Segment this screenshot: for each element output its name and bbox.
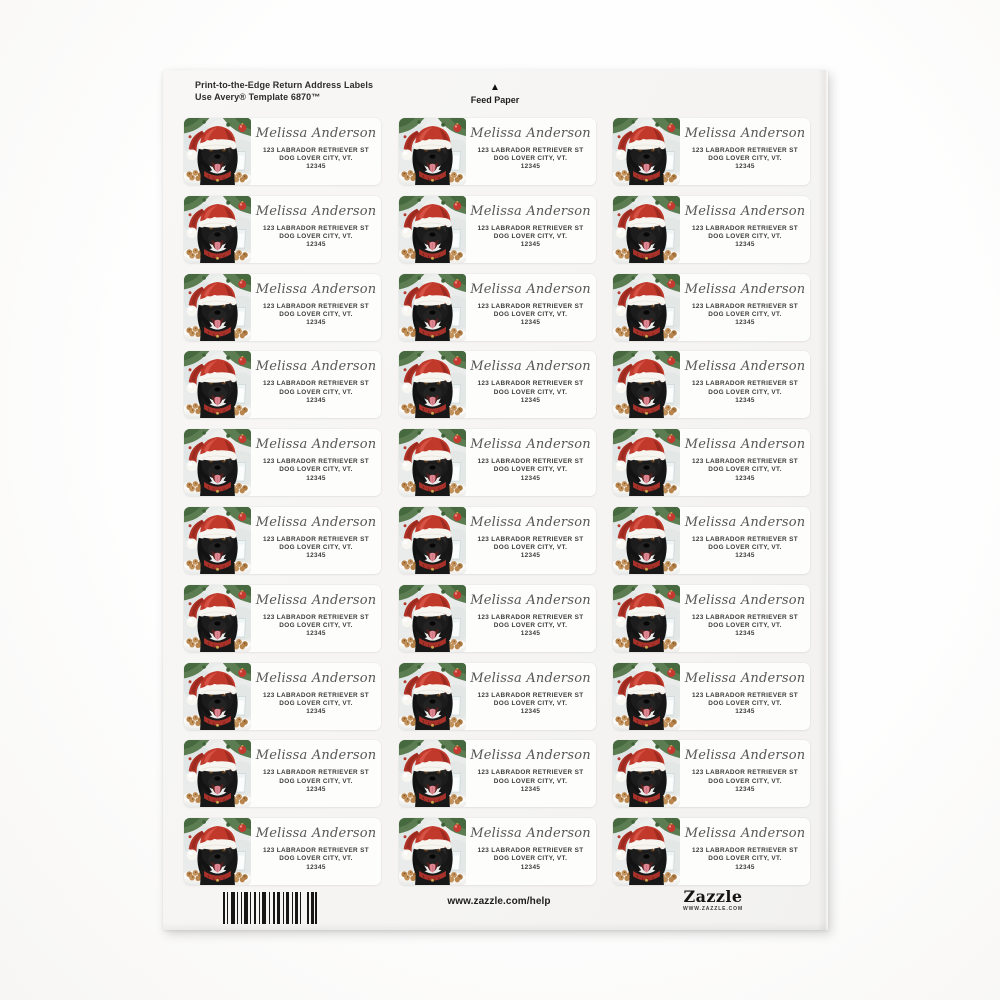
dog-santa-christmas-image	[184, 663, 251, 730]
address-label	[399, 351, 596, 418]
dog-santa-christmas-image	[613, 429, 680, 496]
recipient-name: Melissa Anderson	[684, 592, 806, 608]
label-sheet	[163, 70, 828, 930]
address-line-2: DOG LOVER CITY, VT.	[279, 544, 353, 552]
recipient-name: Melissa Anderson	[684, 826, 806, 842]
address-line-3: 12345	[306, 552, 326, 560]
feed-paper-arrow-icon: ▲	[490, 82, 500, 93]
recipient-name: Melissa Anderson	[684, 437, 806, 453]
address-line-1: 123 LABRADOR RETRIEVER ST	[691, 147, 799, 154]
sheet-header	[195, 79, 373, 103]
address-label-text	[466, 118, 596, 185]
address-label-text	[251, 196, 381, 263]
address-label-text	[466, 429, 596, 496]
address-line-1: 123 LABRADOR RETRIEVER ST	[262, 380, 370, 388]
address-line-2: DOG LOVER CITY, VT.	[279, 232, 353, 240]
dog-santa-christmas-image	[399, 663, 466, 730]
address-line-2: DOG LOVER CITY, VT.	[279, 155, 353, 163]
dog-santa-christmas-image	[613, 351, 680, 418]
address-line-1: 123 LABRADOR RETRIEVER ST	[477, 224, 584, 232]
recipient-name: Melissa Anderson	[470, 203, 591, 219]
address-line-3: 12345	[520, 318, 541, 326]
address-label-text	[680, 818, 810, 885]
address-line-2: DOG LOVER CITY, VT.	[279, 466, 353, 474]
dog-santa-christmas-image	[613, 507, 680, 574]
dog-santa-christmas-image	[184, 740, 251, 807]
zazzle-logo-url: WWW.ZAZZLE.COM	[682, 906, 744, 912]
address-line-3: 12345	[520, 396, 541, 404]
dog-santa-christmas-image	[184, 507, 251, 574]
address-line-1: 123 LABRADOR RETRIEVER ST	[477, 147, 584, 154]
recipient-name: Melissa Anderson	[684, 748, 806, 764]
address-label-text	[680, 351, 810, 418]
dog-santa-christmas-image	[613, 118, 680, 185]
recipient-name: Melissa Anderson	[255, 437, 377, 453]
dog-santa-christmas-image	[613, 818, 680, 885]
address-label-text	[680, 663, 810, 730]
dog-santa-christmas-image	[399, 274, 466, 341]
address-line-1: 123 LABRADOR RETRIEVER ST	[477, 535, 584, 543]
feed-paper-marker	[463, 83, 527, 105]
dog-santa-christmas-image	[184, 274, 251, 341]
address-line-1: 123 LABRADOR RETRIEVER ST	[477, 691, 584, 699]
address-line-2: DOG LOVER CITY, VT.	[493, 155, 568, 163]
recipient-name: Melissa Anderson	[470, 437, 591, 453]
address-line-3: 12345	[306, 163, 326, 171]
address-label-text	[466, 663, 596, 730]
dog-santa-christmas-image	[184, 351, 251, 418]
recipient-name: Melissa Anderson	[255, 126, 377, 141]
address-line-2: DOG LOVER CITY, VT.	[279, 855, 353, 863]
recipient-name: Melissa Anderson	[255, 592, 377, 608]
address-label	[399, 663, 596, 730]
address-line-2: DOG LOVER CITY, VT.	[279, 777, 353, 785]
address-line-1: 123 LABRADOR RETRIEVER ST	[691, 847, 799, 855]
address-line-3: 12345	[306, 318, 326, 326]
address-label	[399, 274, 596, 341]
address-label-text	[251, 274, 381, 341]
address-line-2: DOG LOVER CITY, VT.	[708, 855, 782, 863]
address-line-2: DOG LOVER CITY, VT.	[493, 544, 568, 552]
address-label	[184, 507, 381, 574]
recipient-name: Melissa Anderson	[684, 203, 806, 219]
header-title: Print-to-the-Edge Return Address Labels	[195, 80, 374, 90]
address-label-text	[251, 663, 381, 730]
address-label	[184, 351, 381, 418]
address-line-1: 123 LABRADOR RETRIEVER ST	[477, 380, 584, 388]
address-label-text	[466, 818, 596, 885]
recipient-name: Melissa Anderson	[255, 826, 377, 842]
address-label	[399, 507, 596, 574]
address-line-3: 12345	[735, 318, 755, 326]
address-line-3: 12345	[306, 241, 326, 249]
address-label-text	[251, 507, 381, 574]
address-line-1: 123 LABRADOR RETRIEVER ST	[262, 302, 370, 310]
address-line-1: 123 LABRADOR RETRIEVER ST	[691, 691, 799, 699]
address-line-3: 12345	[306, 630, 326, 638]
dog-santa-christmas-image	[613, 196, 680, 263]
address-line-2: DOG LOVER CITY, VT.	[708, 232, 782, 240]
address-line-3: 12345	[735, 474, 755, 482]
address-label-text	[680, 274, 810, 341]
address-label-text	[680, 740, 810, 807]
dog-santa-christmas-image	[399, 351, 466, 418]
recipient-name: Melissa Anderson	[255, 748, 377, 764]
address-line-2: DOG LOVER CITY, VT.	[493, 466, 568, 474]
address-line-1: 123 LABRADOR RETRIEVER ST	[262, 147, 370, 154]
dog-santa-christmas-image	[613, 274, 680, 341]
dog-santa-christmas-image	[184, 196, 251, 263]
recipient-name: Melissa Anderson	[255, 514, 377, 530]
dog-santa-christmas-image	[399, 196, 466, 263]
address-line-3: 12345	[520, 785, 541, 793]
address-line-3: 12345	[735, 552, 755, 560]
address-label-text	[680, 196, 810, 263]
zazzle-logo: Zazzle	[683, 887, 743, 906]
address-line-2: DOG LOVER CITY, VT.	[708, 466, 782, 474]
address-label	[184, 118, 381, 185]
address-line-1: 123 LABRADOR RETRIEVER ST	[691, 458, 799, 466]
dog-santa-christmas-image	[613, 663, 680, 730]
address-line-1: 123 LABRADOR RETRIEVER ST	[477, 847, 584, 855]
address-label	[399, 196, 596, 263]
dog-santa-christmas-image	[399, 585, 466, 652]
address-label	[613, 663, 810, 730]
recipient-name: Melissa Anderson	[684, 281, 806, 297]
recipient-name: Melissa Anderson	[255, 359, 377, 375]
address-line-1: 123 LABRADOR RETRIEVER ST	[691, 302, 799, 310]
address-line-1: 123 LABRADOR RETRIEVER ST	[691, 613, 799, 621]
address-label	[613, 818, 810, 885]
address-line-3: 12345	[735, 241, 755, 249]
address-line-1: 123 LABRADOR RETRIEVER ST	[477, 769, 584, 777]
recipient-name: Melissa Anderson	[684, 359, 806, 375]
address-label	[184, 274, 381, 341]
dog-santa-christmas-image	[613, 585, 680, 652]
dog-santa-christmas-image	[399, 740, 466, 807]
recipient-name: Melissa Anderson	[470, 281, 591, 297]
address-label	[613, 196, 810, 263]
address-label	[399, 740, 596, 807]
address-line-3: 12345	[306, 863, 326, 871]
address-line-2: DOG LOVER CITY, VT.	[279, 699, 353, 707]
address-line-2: DOG LOVER CITY, VT.	[493, 388, 568, 396]
address-line-3: 12345	[520, 241, 541, 249]
address-label	[399, 818, 596, 885]
address-label-text	[466, 740, 596, 807]
address-label	[613, 118, 810, 185]
address-label	[399, 429, 596, 496]
address-label	[184, 663, 381, 730]
address-line-2: DOG LOVER CITY, VT.	[493, 855, 568, 863]
address-label	[613, 429, 810, 496]
address-line-2: DOG LOVER CITY, VT.	[708, 155, 782, 163]
address-line-2: DOG LOVER CITY, VT.	[708, 699, 782, 707]
address-line-3: 12345	[520, 707, 541, 715]
address-line-1: 123 LABRADOR RETRIEVER ST	[262, 224, 370, 232]
address-label-text	[251, 351, 381, 418]
address-line-3: 12345	[735, 785, 755, 793]
address-line-2: DOG LOVER CITY, VT.	[493, 232, 568, 240]
dog-santa-christmas-image	[399, 818, 466, 885]
address-label	[184, 585, 381, 652]
address-label-text	[466, 585, 596, 652]
address-line-3: 12345	[520, 863, 541, 871]
help-url: www.zazzle.com/help	[447, 896, 551, 907]
address-line-3: 12345	[735, 163, 755, 171]
address-label-text	[251, 818, 381, 885]
address-line-2: DOG LOVER CITY, VT.	[279, 388, 353, 396]
recipient-name: Melissa Anderson	[470, 126, 591, 141]
address-line-1: 123 LABRADOR RETRIEVER ST	[262, 847, 370, 855]
recipient-name: Melissa Anderson	[470, 670, 591, 686]
dog-santa-christmas-image	[184, 585, 251, 652]
address-line-2: DOG LOVER CITY, VT.	[708, 388, 782, 396]
address-label	[184, 818, 381, 885]
address-line-1: 123 LABRADOR RETRIEVER ST	[262, 458, 370, 466]
address-line-1: 123 LABRADOR RETRIEVER ST	[691, 535, 799, 543]
address-line-1: 123 LABRADOR RETRIEVER ST	[262, 613, 370, 621]
address-line-3: 12345	[520, 630, 541, 638]
address-label-text	[466, 274, 596, 341]
address-line-2: DOG LOVER CITY, VT.	[708, 777, 782, 785]
address-line-3: 12345	[735, 707, 755, 715]
address-label-text	[251, 118, 381, 185]
address-line-3: 12345	[735, 630, 755, 638]
address-label-text	[680, 585, 810, 652]
address-line-2: DOG LOVER CITY, VT.	[493, 777, 568, 785]
address-label-text	[680, 118, 810, 185]
address-line-1: 123 LABRADOR RETRIEVER ST	[477, 458, 584, 466]
recipient-name: Melissa Anderson	[255, 670, 377, 686]
address-line-3: 12345	[520, 163, 541, 171]
dog-santa-christmas-image	[184, 818, 251, 885]
address-label-text	[680, 507, 810, 574]
address-label-text	[251, 740, 381, 807]
address-label	[399, 585, 596, 652]
dog-santa-christmas-image	[399, 118, 466, 185]
address-label-text	[466, 196, 596, 263]
address-line-3: 12345	[306, 474, 326, 482]
address-line-2: DOG LOVER CITY, VT.	[708, 621, 782, 629]
address-line-2: DOG LOVER CITY, VT.	[493, 310, 568, 318]
header-template-note: Use Avery® Template 6870™	[195, 92, 321, 102]
recipient-name: Melissa Anderson	[470, 826, 591, 842]
address-line-2: DOG LOVER CITY, VT.	[279, 621, 353, 629]
address-label-text	[466, 351, 596, 418]
address-line-3: 12345	[735, 396, 755, 404]
zazzle-brand	[668, 888, 758, 912]
address-label	[184, 740, 381, 807]
address-label-text	[251, 585, 381, 652]
address-label	[613, 274, 810, 341]
address-line-2: DOG LOVER CITY, VT.	[708, 310, 782, 318]
address-line-2: DOG LOVER CITY, VT.	[493, 699, 568, 707]
address-label	[184, 429, 381, 496]
recipient-name: Melissa Anderson	[684, 514, 806, 530]
feed-paper-label: Feed Paper	[470, 95, 520, 105]
address-line-1: 123 LABRADOR RETRIEVER ST	[691, 224, 799, 232]
recipient-name: Melissa Anderson	[255, 281, 377, 297]
address-label	[399, 118, 596, 185]
address-label	[613, 740, 810, 807]
recipient-name: Melissa Anderson	[470, 514, 591, 530]
address-label-text	[466, 507, 596, 574]
address-label-text	[251, 429, 381, 496]
recipient-name: Melissa Anderson	[684, 126, 806, 141]
address-label	[613, 585, 810, 652]
recipient-name: Melissa Anderson	[684, 670, 806, 686]
address-line-1: 123 LABRADOR RETRIEVER ST	[262, 535, 370, 543]
address-line-3: 12345	[306, 707, 326, 715]
address-label-text	[680, 429, 810, 496]
labels-grid	[184, 118, 810, 885]
address-line-1: 123 LABRADOR RETRIEVER ST	[477, 613, 584, 621]
address-line-1: 123 LABRADOR RETRIEVER ST	[477, 302, 584, 310]
address-line-3: 12345	[306, 785, 326, 793]
recipient-name: Melissa Anderson	[255, 203, 377, 219]
address-line-1: 123 LABRADOR RETRIEVER ST	[262, 691, 370, 699]
address-label	[184, 196, 381, 263]
dog-santa-christmas-image	[184, 118, 251, 185]
dog-santa-christmas-image	[613, 740, 680, 807]
address-line-3: 12345	[520, 552, 541, 560]
address-line-2: DOG LOVER CITY, VT.	[279, 310, 353, 318]
address-label	[613, 351, 810, 418]
address-line-2: DOG LOVER CITY, VT.	[493, 621, 568, 629]
dog-santa-christmas-image	[399, 507, 466, 574]
recipient-name: Melissa Anderson	[470, 359, 591, 375]
address-line-3: 12345	[735, 863, 755, 871]
recipient-name: Melissa Anderson	[470, 592, 591, 608]
address-line-1: 123 LABRADOR RETRIEVER ST	[262, 769, 370, 777]
dog-santa-christmas-image	[184, 429, 251, 496]
dog-santa-christmas-image	[399, 429, 466, 496]
address-line-3: 12345	[520, 474, 541, 482]
address-line-3: 12345	[306, 396, 326, 404]
recipient-name: Melissa Anderson	[470, 748, 591, 764]
barcode	[223, 892, 333, 924]
address-line-1: 123 LABRADOR RETRIEVER ST	[691, 380, 799, 388]
address-line-2: DOG LOVER CITY, VT.	[708, 544, 782, 552]
address-line-1: 123 LABRADOR RETRIEVER ST	[691, 769, 799, 777]
address-label	[613, 507, 810, 574]
